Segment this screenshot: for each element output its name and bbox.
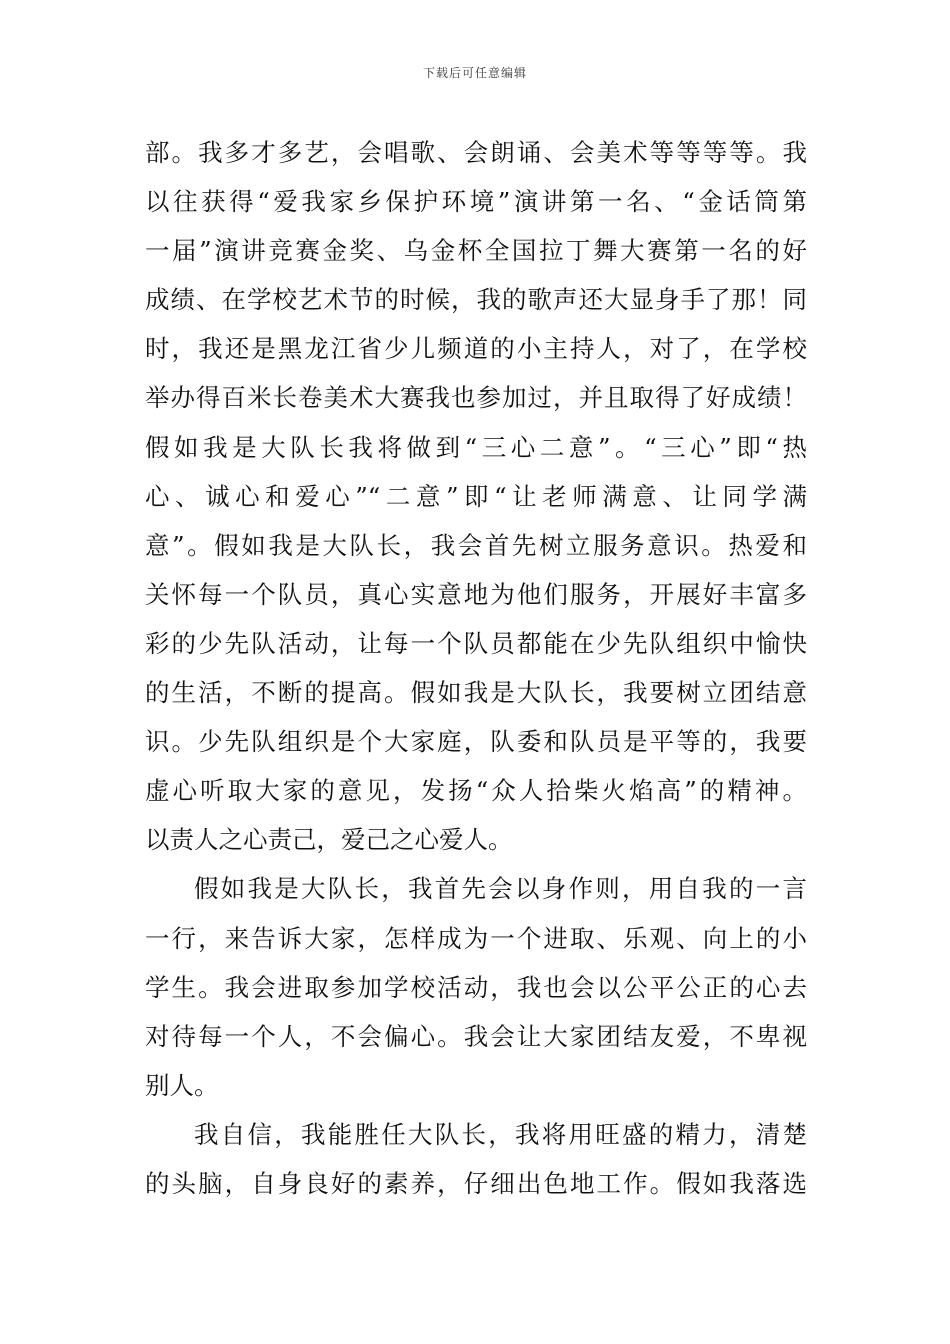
text-line: 以责人之心责己，爱己之心爱人。 [145,825,513,855]
text-line: 意”。假如我是大队长，我会首先树立服务意识。热爱和 [145,530,807,560]
page-header: 下载后可任意编辑 [422,66,527,80]
text-line: 彩的少先队活动，让每一个队员都能在少先队组织中愉快 [145,628,807,658]
text-line: 关怀每一个队员，真心实意地为他们服务，开展好丰富多 [145,579,807,609]
text-line: 以往获得“爱我家乡保护环境”演讲第一名、“金话筒第 [145,187,807,217]
text-line: 假如我是大队长我将做到“三心二意”。“三心”即“热 [145,432,807,462]
text-line: 的头脑，自身良好的素养，仔细出色地工作。假如我落选 [145,1168,807,1198]
text-line: 别人。 [145,1070,219,1100]
text-line: 一届”演讲竞赛金奖、乌金杯全国拉丁舞大赛第一名的好 [145,236,807,266]
text-line: 假如我是大队长，我首先会以身作则，用自我的一言 [194,874,807,904]
text-line: 识。少先队组织是个大家庭，队委和队员是平等的，我要 [145,727,807,757]
text-line: 学生。我会进取参加学校活动，我也会以公平公正的心去 [145,972,807,1002]
text-line: 的生活，不断的提高。假如我是大队长，我要树立团结意 [145,678,807,708]
text-line: 心、诚心和爱心”“二意”即“让老师满意、让同学满 [145,481,807,511]
text-line: 时，我还是黑龙江省少儿频道的小主持人，对了，在学校 [145,334,807,364]
text-line: 举办得百米长卷美术大赛我也参加过，并且取得了好成绩！ [145,383,807,413]
text-line: 部。我多才多艺，会唱歌、会朗诵、会美术等等等等。我 [145,138,807,167]
text-line: 我自信，我能胜任大队长，我将用旺盛的精力，清楚 [194,1119,807,1149]
text-line: 成绩、在学校艺术节的时候，我的歌声还大显身手了那！同 [145,285,807,315]
text-line: 虚心听取大家的意见，发扬“众人拾柴火焰高”的精神。 [145,776,807,806]
text-line: 对待每一个人，不会偏心。我会让大家团结友爱，不卑视 [145,1021,807,1051]
text-line: 一行，来告诉大家，怎样成为一个进取、乐观、向上的小 [145,923,807,953]
document-body [145,128,807,1208]
